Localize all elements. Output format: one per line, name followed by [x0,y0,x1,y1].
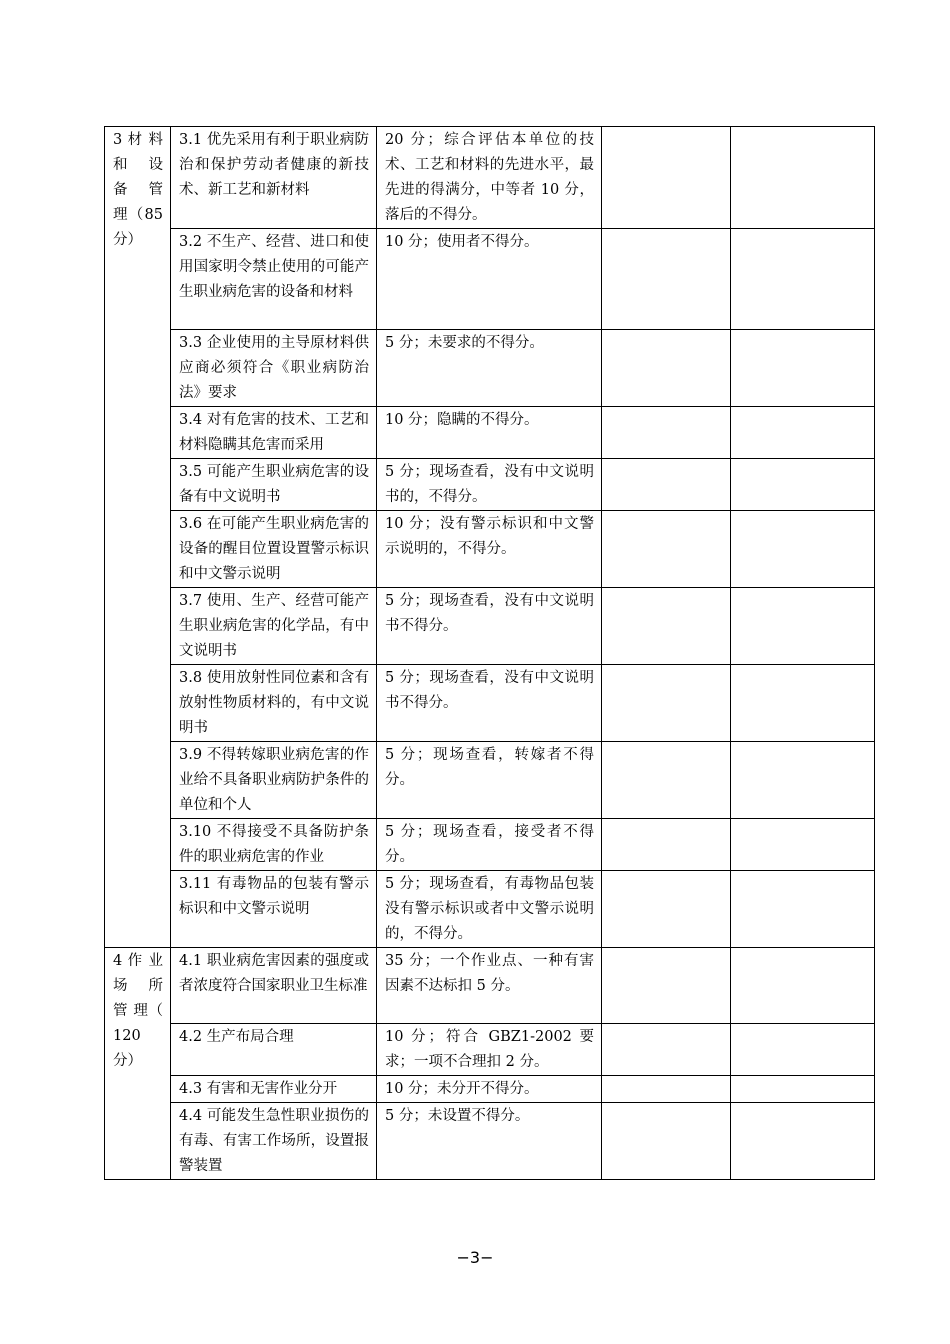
criteria-cell: 5 分；未设置不得分。 [377,1103,602,1180]
page-number: −3− [456,1248,494,1267]
item-cell: 4.4 可能发生急性职业损伤的有毒、有害工作场所，设置报警装置 [171,1103,377,1180]
score-cell [602,459,731,511]
table-row [105,1076,875,1103]
note-cell [731,1076,875,1103]
table-row [105,127,875,229]
note-cell [731,127,875,229]
criteria-cell: 5 分；现场查看，有毒物品包装没有警示标识或者中文警示说明的，不得分。 [377,871,602,948]
note-cell [731,330,875,407]
note-cell [731,459,875,511]
note-cell [731,819,875,871]
item-cell: 3.3 企业使用的主导原材料供应商必须符合《职业病防治法》要求 [171,330,377,407]
criteria-cell: 5 分；现场查看，没有中文说明书的，不得分。 [377,459,602,511]
item-cell: 3.2 不生产、经营、进口和使用国家明令禁止使用的可能产生职业病危害的设备和材料 [171,229,377,330]
score-cell [602,588,731,665]
note-cell [731,229,875,330]
criteria-cell: 20 分；综合评估本单位的技术、工艺和材料的先进水平，最先进的得满分，中等者 10 分，落后的不得分。 [377,127,602,229]
score-cell [602,819,731,871]
item-cell: 3.4 对有危害的技术、工艺和材料隐瞒其危害而采用 [171,407,377,459]
table-row [105,588,875,665]
criteria-cell: 5 分；现场查看，转嫁者不得分。 [377,742,602,819]
table-row [105,511,875,588]
table-row [105,229,875,330]
table-row [105,665,875,742]
score-cell [602,742,731,819]
table-row [105,459,875,511]
table-row [105,948,875,1024]
scoring-table [104,126,875,1180]
score-cell [602,330,731,407]
score-cell [602,1024,731,1076]
criteria-cell: 5 分；现场查看，没有中文说明书不得分。 [377,588,602,665]
criteria-cell: 35 分；一个作业点、一种有害因素不达标扣 5 分。 [377,948,602,1024]
note-cell [731,407,875,459]
item-cell: 3.9 不得转嫁职业病危害的作业给不具备职业病防护条件的单位和个人 [171,742,377,819]
scoring-table-body [105,127,875,1180]
criteria-cell: 5 分；未要求的不得分。 [377,330,602,407]
note-cell [731,1024,875,1076]
note-cell [731,1103,875,1180]
item-cell: 4.3 有害和无害作业分开 [171,1076,377,1103]
table-row [105,1103,875,1180]
table-row [105,330,875,407]
score-cell [602,948,731,1024]
criteria-cell: 5 分；现场查看，接受者不得分。 [377,819,602,871]
note-cell [731,588,875,665]
category-cell: 3 材 料 和 设 备 管 理（85 分） [105,127,171,948]
table-row [105,871,875,948]
score-cell [602,511,731,588]
note-cell [731,871,875,948]
item-cell: 3.6 在可能产生职业病危害的设备的醒目位置设置警示标识和中文警示说明 [171,511,377,588]
score-cell [602,871,731,948]
criteria-cell: 5 分；现场查看，没有中文说明书不得分。 [377,665,602,742]
item-cell: 4.2 生产布局合理 [171,1024,377,1076]
item-cell: 3.5 可能产生职业病危害的设备有中文说明书 [171,459,377,511]
note-cell [731,948,875,1024]
note-cell [731,511,875,588]
score-cell [602,229,731,330]
item-cell: 3.7 使用、生产、经营可能产生职业病危害的化学品，有中文说明书 [171,588,377,665]
criteria-cell: 10 分；隐瞒的不得分。 [377,407,602,459]
item-cell: 4.1 职业病危害因素的强度或者浓度符合国家职业卫生标准 [171,948,377,1024]
item-cell: 3.8 使用放射性同位素和含有放射性物质材料的，有中文说明书 [171,665,377,742]
score-cell [602,1103,731,1180]
score-cell [602,665,731,742]
table-row [105,407,875,459]
score-cell [602,127,731,229]
table-row [105,819,875,871]
item-cell: 3.1 优先采用有利于职业病防治和保护劳动者健康的新技术、新工艺和新材料 [171,127,377,229]
criteria-cell: 10 分；没有警示标识和中文警示说明的，不得分。 [377,511,602,588]
note-cell [731,742,875,819]
criteria-cell: 10 分；符合 GBZ1-2002 要求；一项不合理扣 2 分。 [377,1024,602,1076]
table-row [105,742,875,819]
criteria-cell: 10 分；使用者不得分。 [377,229,602,330]
note-cell [731,665,875,742]
category-cell: 4 作 业 场 所 管 理（ 120 分） [105,948,171,1180]
item-cell: 3.10 不得接受不具备防护条件的职业病危害的作业 [171,819,377,871]
item-cell: 3.11 有毒物品的包装有警示标识和中文警示说明 [171,871,377,948]
criteria-cell: 10 分；未分开不得分。 [377,1076,602,1103]
score-cell [602,407,731,459]
table-row [105,1024,875,1076]
score-cell [602,1076,731,1103]
